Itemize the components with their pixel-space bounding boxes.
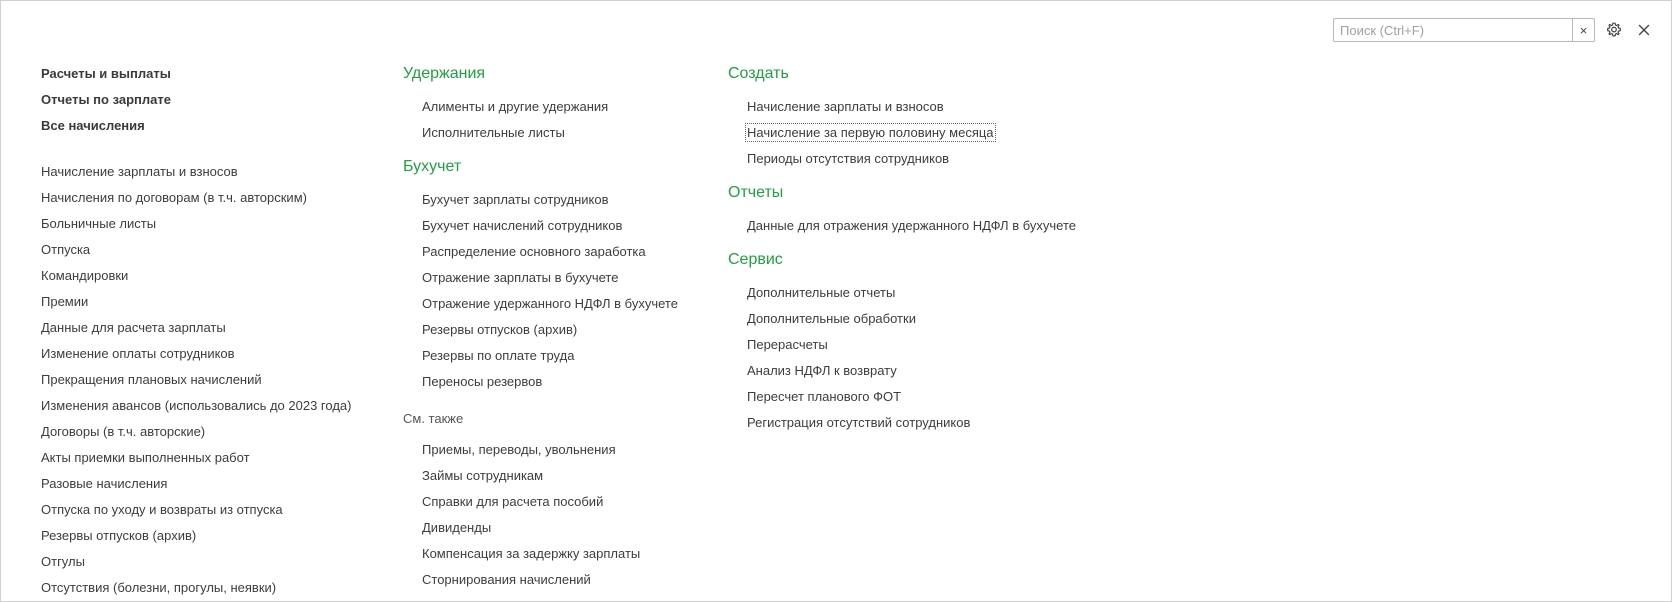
- list-item[interactable]: Резервы отпусков (архив): [41, 528, 197, 543]
- list-item[interactable]: Начисление зарплаты и взносов: [747, 99, 944, 114]
- list-item[interactable]: Отпуска по уходу и возвраты из отпуска: [41, 502, 283, 517]
- list-item[interactable]: Прекращения плановых начислений: [41, 372, 262, 387]
- list-item-label: Начисление за первую половину месяца: [747, 125, 994, 140]
- list-item[interactable]: Резервы отпусков (архив): [422, 322, 578, 337]
- list-item[interactable]: Займы сотрудникам: [422, 468, 544, 483]
- list-item[interactable]: Отражение удержанного НДФЛ в бухучете: [422, 296, 678, 311]
- link-vse-nachisleniya[interactable]: Все начисления: [41, 118, 145, 133]
- list-item[interactable]: Премии: [41, 294, 89, 309]
- list-item[interactable]: Отгулы: [41, 554, 85, 569]
- list-item[interactable]: Приемы, переводы, увольнения: [422, 442, 616, 457]
- list-item[interactable]: Сторнирования начислений: [422, 572, 591, 587]
- list-item[interactable]: Изменение оплаты сотрудников: [41, 346, 235, 361]
- list-item[interactable]: Дополнительные отчеты: [747, 285, 896, 300]
- section-title-sozdat: Создать: [728, 65, 789, 82]
- list-item[interactable]: Резервы по оплате труда: [422, 348, 575, 363]
- list-item[interactable]: Данные для расчета зарплаты: [41, 320, 226, 335]
- list-item[interactable]: Перерасчеты: [747, 337, 828, 352]
- close-icon[interactable]: [1633, 19, 1655, 41]
- column-main: [41, 61, 351, 601]
- list-item[interactable]: Алименты и другие удержания: [422, 99, 609, 114]
- column-sections-middle: [403, 61, 678, 593]
- list-item[interactable]: Регистрация отсутствий сотрудников: [747, 415, 971, 430]
- list-item-focused[interactable]: [728, 120, 1076, 146]
- list-item[interactable]: Акты приемки выполненных работ: [41, 450, 250, 465]
- list-item[interactable]: Распределение основного заработка: [422, 244, 646, 259]
- section-title-uderzhaniya: Удержания: [403, 65, 486, 82]
- list-item[interactable]: Исполнительные листы: [422, 125, 565, 140]
- column-sections-right: [728, 61, 1076, 436]
- search-input[interactable]: [1334, 20, 1572, 40]
- gear-icon[interactable]: [1603, 19, 1625, 41]
- list-item[interactable]: Договоры (в т.ч. авторские): [41, 424, 206, 439]
- list-item[interactable]: Начисления по договорам (в т.ч. авторским): [41, 190, 307, 205]
- section-title-otchety: Отчеты: [728, 184, 784, 201]
- list-item[interactable]: Дополнительные обработки: [747, 311, 916, 326]
- section-title-buhuchet: Бухучет: [403, 158, 462, 175]
- list-item[interactable]: Отсутствия (болезни, прогулы, неявки): [41, 580, 277, 595]
- link-raschety-i-vyplaty[interactable]: Расчеты и выплаты: [41, 66, 171, 81]
- list-item[interactable]: Разовые начисления: [41, 476, 168, 491]
- toolbar: [1333, 18, 1655, 42]
- list-item[interactable]: Анализ НДФЛ к возврату: [747, 363, 897, 378]
- link-otchety-po-zarplate[interactable]: Отчеты по зарплате: [41, 92, 171, 107]
- list-item[interactable]: Компенсация за задержку зарплаты: [422, 546, 641, 561]
- list-item[interactable]: Пересчет планового ФОТ: [747, 389, 902, 404]
- section-title-servis: Сервис: [728, 251, 783, 268]
- list-item[interactable]: Начисление зарплаты и взносов: [41, 164, 238, 179]
- list-item[interactable]: Отпуска: [41, 242, 91, 257]
- list-item[interactable]: Изменения авансов (использовались до 2023 года): [41, 398, 352, 413]
- list-item[interactable]: Бухучет зарплаты сотрудников: [422, 192, 609, 207]
- list-item[interactable]: Отражение зарплаты в бухучете: [422, 270, 619, 285]
- list-item[interactable]: Переносы резервов: [422, 374, 543, 389]
- clear-search-button[interactable]: ×: [1572, 19, 1594, 41]
- list-item[interactable]: Бухучет начислений сотрудников: [422, 218, 623, 233]
- list-item[interactable]: Справки для расчета пособий: [422, 494, 604, 509]
- list-item[interactable]: Больничные листы: [41, 216, 157, 231]
- list-item[interactable]: Периоды отсутствия сотрудников: [747, 151, 950, 166]
- list-item[interactable]: Командировки: [41, 268, 129, 283]
- section-title-see-also: См. также: [403, 411, 464, 426]
- search-box: [1333, 18, 1595, 42]
- list-item[interactable]: Данные для отражения удержанного НДФЛ в бухучете: [747, 218, 1076, 233]
- list-item[interactable]: Дивиденды: [422, 520, 492, 535]
